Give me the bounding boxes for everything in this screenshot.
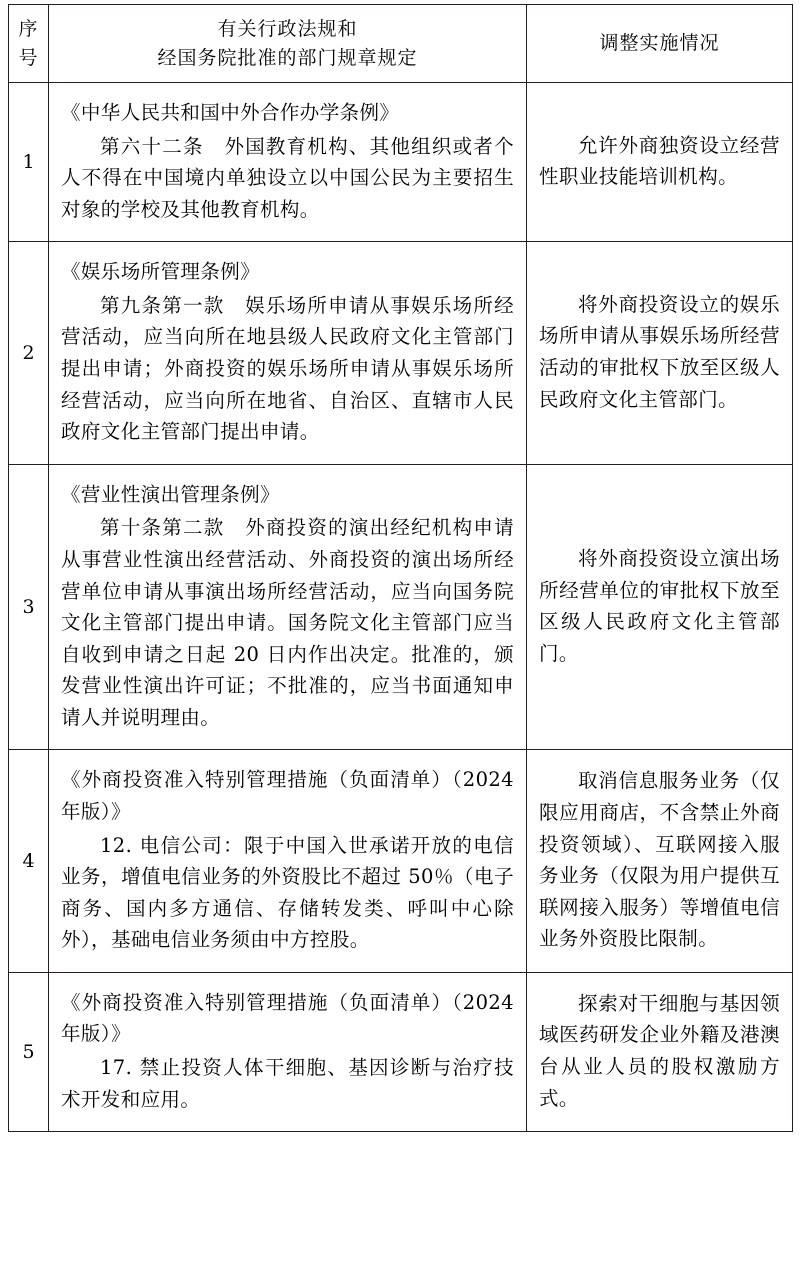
- row-regulation: [49, 464, 527, 750]
- table-row: [9, 750, 793, 972]
- regulation-title: 《营业性演出管理条例》: [61, 482, 280, 506]
- row-regulation: [49, 750, 527, 972]
- table-row: [9, 464, 793, 750]
- row-regulation: [49, 83, 527, 242]
- column-header-regulation-line1: 有关行政法规和: [217, 18, 358, 40]
- row-number: 1: [9, 83, 49, 242]
- regulation-title: 《外商投资准入特别管理措施（负面清单）（2024 年版）》: [61, 990, 514, 1046]
- row-regulation: [49, 972, 527, 1131]
- table-row: [9, 242, 793, 464]
- table-body: [9, 83, 793, 1132]
- table-row: [9, 972, 793, 1131]
- adjustment-body: 允许外商独资设立经营性职业技能培训机构。: [539, 133, 780, 189]
- regulation-body: 17. 禁止投资人体干细胞、基因诊断与治疗技术开发和应用。: [61, 1056, 514, 1111]
- row-number: 2: [9, 242, 49, 464]
- table-header-row: [9, 5, 793, 83]
- column-header-adjustment: 调整实施情况: [527, 5, 793, 83]
- adjustment-body: 探索对干细胞与基因领域医药研发企业外籍及港澳台从业人员的股权激励方式。: [539, 991, 780, 1110]
- regulation-body: 第六十二条 外国教育机构、其他组织或者个人不得在中国境内单独设立以中国公民为主要招生对象的学校及其他教育机构。: [61, 134, 514, 221]
- row-number: 4: [9, 750, 49, 972]
- regulation-body: 第十条第二款 外商投资的演出经纪机构申请从事营业性演出经营活动、外商投资的演出场所经营单位申请从事演出场所经营活动，应当向国务院文化主管部门提出申请。国务院文化主管部门应当自收到申请之日起 20 日内作出决定。批准的，颁发营业性演出许可证；不批准的，应当书面通知申请人并说明理由。: [61, 516, 514, 729]
- row-adjustment: [527, 750, 793, 972]
- row-number: 5: [9, 972, 49, 1131]
- column-header-regulation-line2: 经国务院批准的部门规章规定: [157, 46, 418, 69]
- row-regulation: [49, 242, 527, 464]
- row-adjustment: [527, 83, 793, 242]
- regulation-title: 《中华人民共和国中外合作办学条例》: [61, 101, 400, 124]
- table-header: [9, 5, 793, 83]
- column-header-regulation: [49, 5, 527, 83]
- adjustment-body: 将外商投资设立演出场所经营单位的审批权下放至区级人民政府文化主管部门。: [539, 546, 780, 665]
- regulation-title: 《娱乐场所管理条例》: [61, 260, 261, 284]
- row-number: 3: [9, 464, 49, 750]
- regulation-adjustment-table: [8, 4, 793, 1132]
- regulation-title: 《外商投资准入特别管理措施（负面清单）（2024 年版）》: [61, 768, 514, 823]
- row-adjustment: [527, 464, 793, 750]
- row-adjustment: [527, 972, 793, 1131]
- adjustment-body: 将外商投资设立的娱乐场所申请从事娱乐场所经营活动的审批权下放至区级人民政府文化主管部门。: [539, 292, 780, 411]
- table-row: [9, 83, 793, 242]
- adjustment-body: 取消信息服务业务（仅限应用商店，不含禁止外商投资领域）、互联网接入服务业务（仅限为用户提供互联网接入服务）等增值电信业务外资股比限制。: [539, 769, 780, 951]
- regulation-body: 第九条第一款 娱乐场所申请从事娱乐场所经营活动，应当向所在地县级人民政府文化主管部门提出申请；外商投资的娱乐场所申请从事娱乐场所经营活动，应当向所在地省、自治区、直辖市人民政府文化主管部门提出申请。: [61, 293, 514, 444]
- column-header-no: 序号: [9, 5, 49, 83]
- row-adjustment: [527, 242, 793, 464]
- regulation-body: 12. 电信公司：限于中国入世承诺开放的电信业务，增值电信业务的外资股比不超过 50％（电子商务、国内多方通信、存储转发类、呼叫中心除外），基础电信业务须由中方控股。: [61, 833, 514, 952]
